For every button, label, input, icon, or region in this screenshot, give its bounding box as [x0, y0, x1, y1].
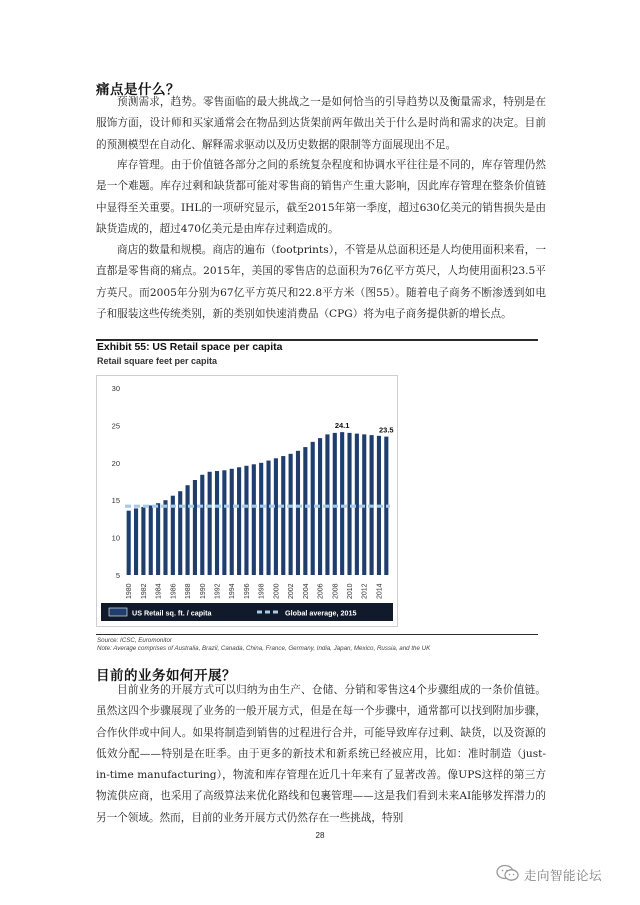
legend-label-line: Global average, 2015	[285, 608, 357, 618]
x-tick-label: 1986	[170, 583, 178, 599]
bar	[289, 454, 293, 575]
chart-frame	[96, 375, 398, 627]
paragraph-inventory-management: 库存管理。由于价值链各部分之间的系统复杂程度和协调水平往往是不同的，库存管理仍然是一个难题。库存过剩和缺货都可能对零售商的销售产生重大影响，因此库存管理在整条价值链中显得至关重要。IHL的一项研究显示，截至2015年第一季度，超过630亿美元的销售损失是由缺货造成的，超过470亿美元是由库存过剩造成的。	[96, 159, 546, 235]
paragraph-demand-forecasting: 预测需求，趋势。零售面临的最大挑战之一是如何恰当的引导趋势以及衡量需求，特别是在服饰方面，设计师和买家通常会在物品到达货架前两年做出关于什么是时尚和需求的决定。目前的预测模型在自动化、解释需求驱动以及历史数据的限制等方面展现出不足。	[96, 96, 546, 151]
bar	[355, 434, 359, 575]
bar	[230, 469, 234, 575]
bar	[222, 470, 226, 575]
x-tick-label: 2006	[317, 583, 325, 599]
exhibit-source: Source: ICSC, Euromonitor	[97, 637, 172, 644]
bar	[149, 505, 153, 575]
x-tick-label: 2010	[347, 583, 355, 599]
section-heading-current-business: 目前的业务如何开展？	[96, 668, 236, 684]
bar	[163, 500, 167, 575]
x-tick-label: 2002	[288, 583, 296, 599]
wechat-watermark	[496, 865, 602, 885]
paragraph-value-chain: 目前业务的开展方式可以归纳为由生产、仓储、分销和零售这4个步骤组成的一条价值链。虽然这四个步骤展现了业务的一般开展方式，但是在每一个步骤中，通常都可以找到附加步骤，合作伙伴或中间人。如果将制造到销售的过程进行合并，可能导致库存过剩、缺货，以及资源的低效分配——特别是在旺季。由于更多的新技术和新系统已经被应用，比如：准时制造（just-in-time manufacturing），物流和库存管理在近几十年来有了显著改善。像UPS这样的第三方物流供应商，也采用了高级算法来优化路线和包裹管理——这是我们看到未来AI能够发挥潜力的另一个领域。然而，目前的业务开展方式仍然存在一些挑战，特别	[96, 684, 546, 824]
bar	[274, 458, 278, 575]
wechat-icon	[496, 864, 520, 886]
x-tick-label: 1998	[258, 583, 266, 599]
y-tick-label: 25	[111, 421, 120, 431]
exhibit-title: Exhibit 55: US Retail space per capita	[97, 342, 283, 353]
paragraph-store-footprint: 商店的数量和规模。商店的遍布（footprints），不管是从总面积还是人均使用面积来看，一直都是零售商的痛点。2015年，美国的零售店的总面积为76亿平方英尺，人均使用面积23.5平方英尺。而2005年分别为67亿平方英尺和22.8平方米（图55）。随着电子商务不断渗透到如电子和服装这些传统类别，新的类别如快速消费品（CPG）将为电子商务提供新的增长点。	[96, 244, 546, 320]
x-tick-label: 1990	[199, 583, 207, 599]
bar	[303, 447, 307, 575]
x-tick-label: 1988	[185, 583, 193, 599]
bar	[134, 508, 138, 575]
watermark-text: 走向智能论坛	[524, 868, 603, 883]
bar	[340, 432, 344, 575]
bar	[178, 491, 182, 575]
x-tick-label: 2012	[361, 583, 369, 599]
exhibit-note: Note: Average comprises of Australia, Brazil, Canada, China, France, Germany, India, Japan, Mexico, Russia, and the UK	[97, 645, 431, 652]
y-tick-label: 5	[115, 571, 120, 580]
x-tick-label: 1992	[214, 583, 222, 599]
x-tick-label: 2008	[332, 583, 340, 599]
bar	[215, 471, 219, 575]
bar	[252, 464, 256, 575]
legend-swatch-bars	[109, 608, 127, 616]
exhibit-bottom-rule	[96, 634, 538, 635]
y-tick-label: 30	[111, 384, 120, 393]
exhibit-subtitle: Retail square feet per capita	[97, 356, 218, 366]
bar	[208, 472, 212, 575]
y-tick-label: 10	[111, 533, 120, 543]
retail-space-bar-chart	[97, 376, 397, 626]
bar	[281, 456, 285, 575]
bar	[266, 461, 270, 575]
bar	[237, 467, 241, 575]
x-tick-label: 1996	[243, 583, 251, 599]
bar	[141, 507, 145, 575]
x-tick-label: 2004	[302, 583, 310, 599]
x-tick-label: 1994	[229, 583, 237, 599]
section-heading-pain-points: 痛点是什么？	[96, 82, 180, 98]
bar	[193, 480, 197, 575]
x-tick-label: 2014	[376, 583, 384, 599]
x-tick-label: 1980	[126, 583, 134, 599]
exhibit-top-rule	[96, 339, 538, 341]
data-label: 24.1	[334, 421, 350, 431]
y-tick-label: 20	[111, 458, 120, 468]
page-number: 28	[315, 831, 325, 840]
y-tick-label: 15	[111, 496, 120, 506]
bar	[200, 475, 204, 575]
bar	[296, 451, 300, 575]
bar	[333, 433, 337, 575]
bar	[127, 511, 131, 575]
bar	[186, 485, 190, 575]
x-tick-label: 1982	[140, 583, 148, 599]
data-label: 23.5	[379, 425, 394, 435]
bar	[259, 463, 263, 575]
x-tick-label: 1984	[155, 583, 163, 599]
bar	[311, 442, 315, 575]
legend-label-bars: US Retail sq. ft. / capita	[132, 608, 212, 618]
bar	[347, 433, 351, 575]
bar	[156, 503, 160, 575]
bar	[244, 466, 248, 575]
x-tick-label: 2000	[273, 583, 281, 599]
